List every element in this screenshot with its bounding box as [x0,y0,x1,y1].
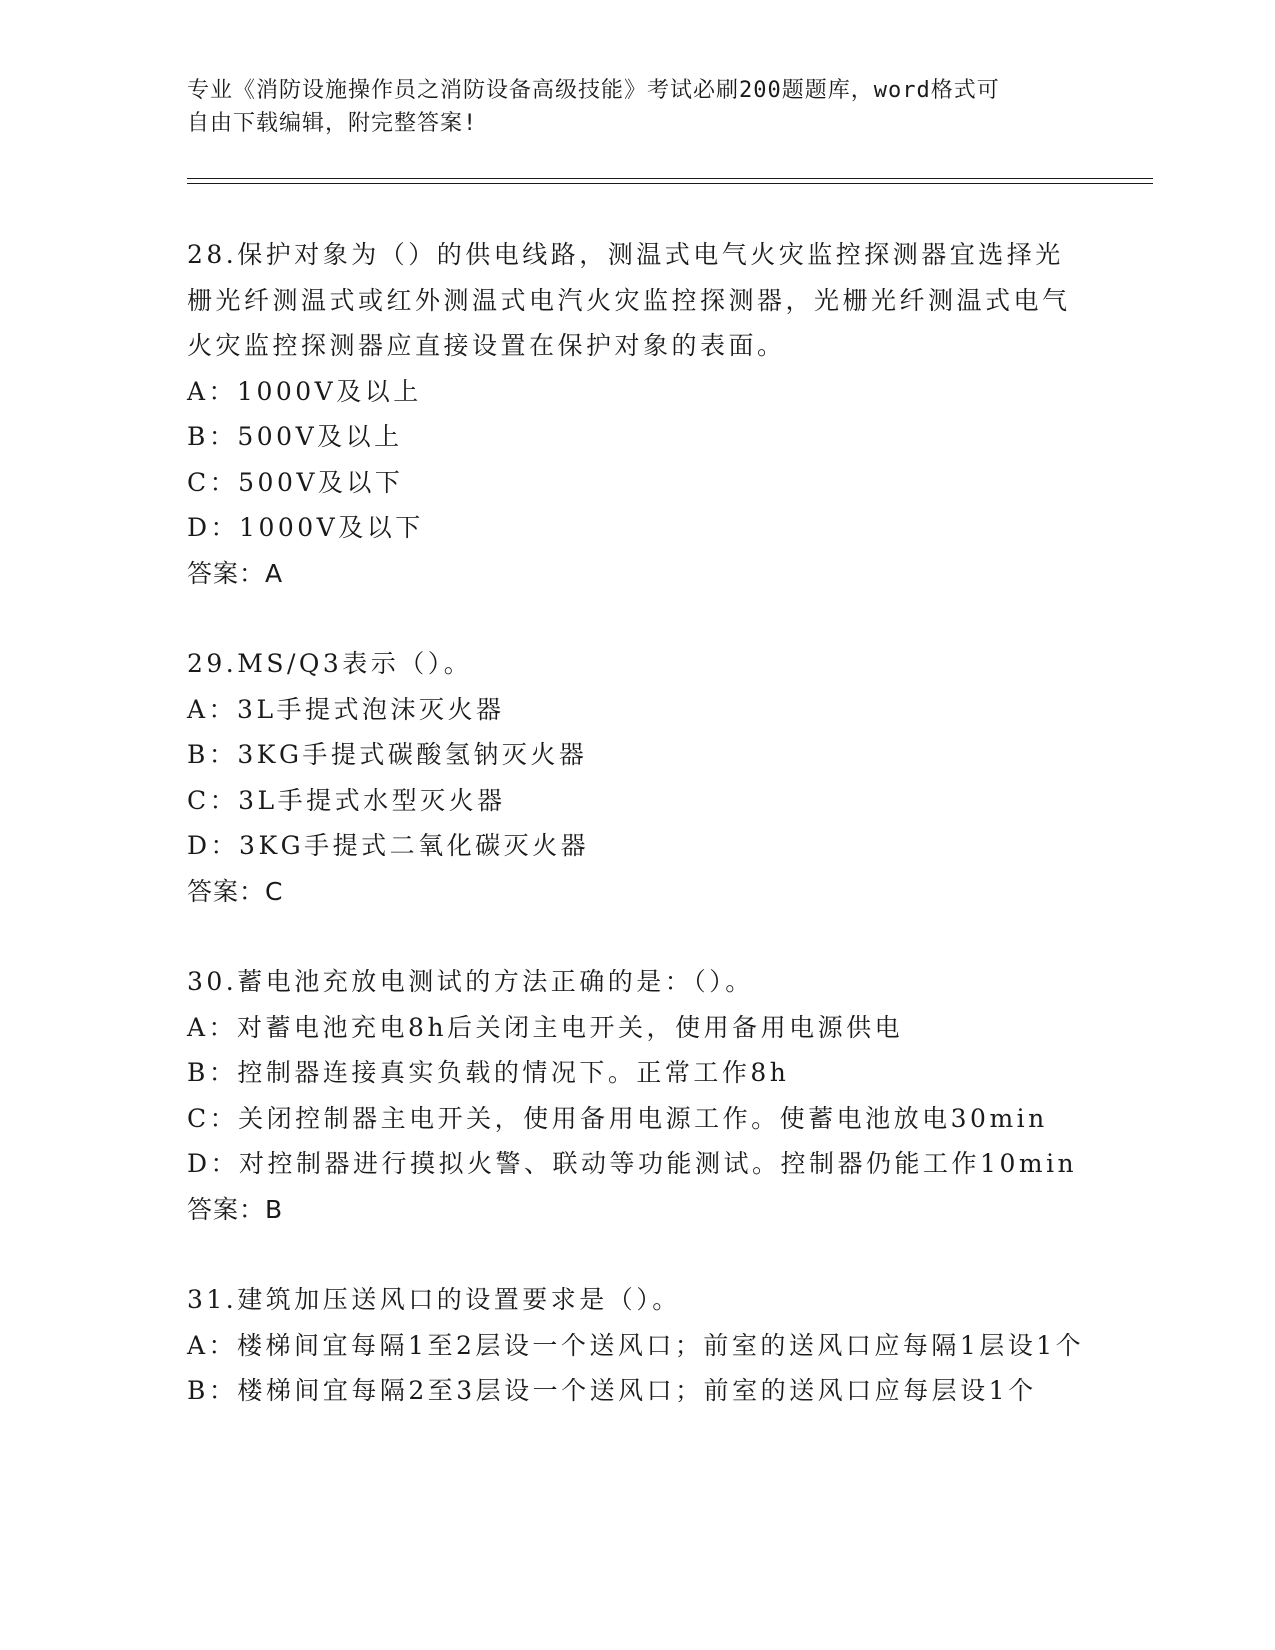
question-30 [187,959,1087,1232]
option-c: C：关闭控制器主电开关，使用备用电源工作。使蓄电池放电30min [187,1103,1048,1133]
option-a: A：1000V及以上 [187,376,422,406]
question-29 [187,641,1087,914]
question-stem: 28.保护对象为（）的供电线路，测温式电气火灾监控探测器宜选择光栅光纤测温式或红外测温式电汽火灾监控探测器，光栅光纤测温式电气火灾监控探测器应直接设置在保护对象的表面。 [187,240,1071,360]
option-d: D：3KG手提式二氧化碳灭火器 [187,831,590,860]
question-stem: 31.建筑加压送风口的设置要求是（）。 [187,1285,681,1314]
option-c: C：500V及以下 [187,467,404,497]
document-header [187,74,1087,140]
option-a: A：楼梯间宜每隔1至2层设一个送风口；前室的送风口应每隔1层设1个 [187,1330,1085,1360]
option-b: B：控制器连接真实负载的情况下。正常工作8h [187,1058,790,1087]
answer: 答案：B [187,1194,284,1224]
option-d: D：对控制器进行摸拟火警、联动等功能测试。控制器仍能工作10min [187,1149,1078,1178]
question-stem: 29.MS/Q3表示（）。 [187,649,473,678]
question-stem: 30.蓄电池充放电测试的方法正确的是：（）。 [187,967,754,996]
option-b: B：3KG手提式碳酸氢钠灭火器 [187,740,588,769]
option-d: D：1000V及以下 [187,513,424,542]
question-31 [187,1277,1087,1414]
answer: 答案：A [187,558,284,588]
header-line-1: 专业《消防设施操作员之消防设备高级技能》考试必刷200题题库，word格式可 [187,78,1000,103]
question-list [187,232,1087,1459]
option-a: A：3L手提式泡沫灭火器 [187,694,505,724]
header-line-2: 自由下载编辑，附完整答案! [187,111,478,136]
header-divider-top [187,178,1153,179]
answer: 答案：C [187,876,284,906]
header-divider-bottom [187,183,1153,184]
option-c: C：3L手提式水型灭火器 [187,785,506,815]
question-28 [187,232,1087,596]
option-b: B：楼梯间宜每隔2至3层设一个送风口；前室的送风口应每层设1个 [187,1376,1037,1405]
option-a: A：对蓄电池充电8h后关闭主电开关，使用备用电源供电 [187,1012,904,1042]
option-b: B：500V及以上 [187,422,403,451]
